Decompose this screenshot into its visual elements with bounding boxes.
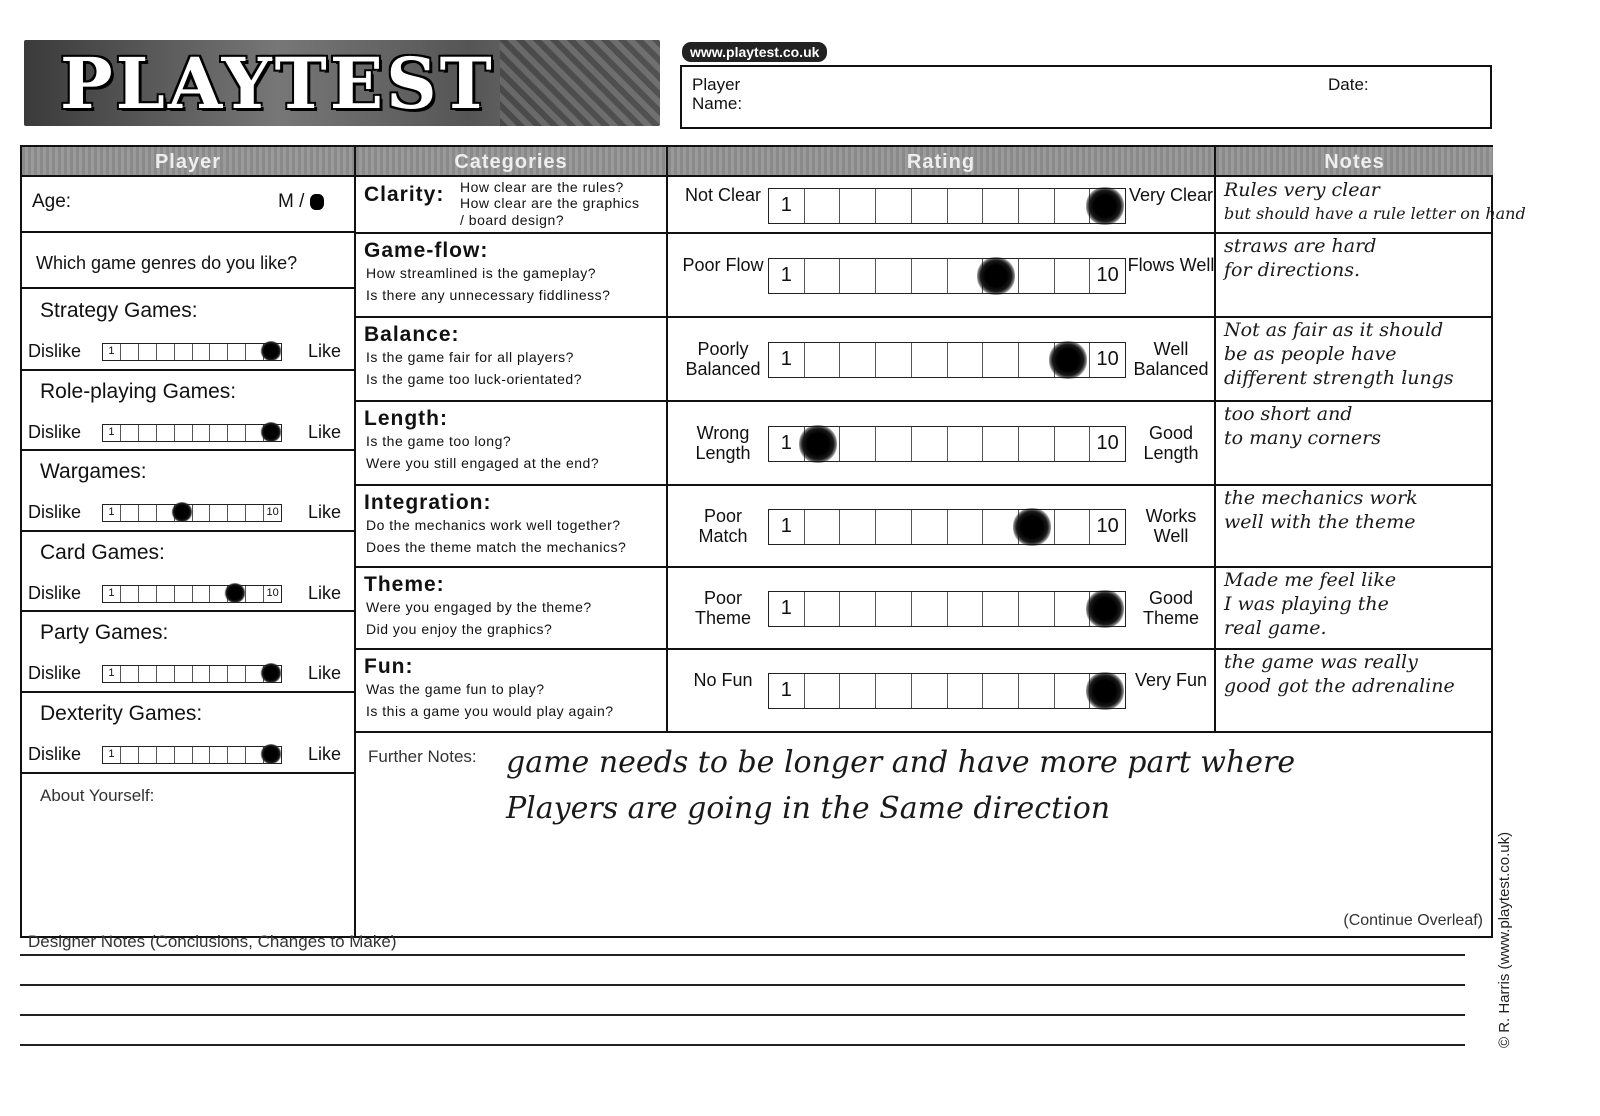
designer-notes-line[interactable] (20, 1044, 1465, 1046)
rating-high-label: Good Length (1143, 423, 1199, 463)
genre-scale-cell[interactable] (157, 666, 175, 682)
rating-scale-cell[interactable] (1019, 427, 1055, 461)
category-notes[interactable] (1218, 487, 1493, 565)
genre-scale-cell[interactable] (246, 505, 264, 521)
rating-high-label: Well Balanced (1133, 339, 1209, 379)
rating-scale[interactable] (768, 188, 1126, 224)
category-row (356, 177, 1526, 233)
rating-scale-cell[interactable]: 1 (769, 189, 805, 223)
category-question: How streamlined is the gameplay? (366, 265, 596, 281)
rating-scale-cell[interactable]: 1 (769, 427, 805, 461)
dislike-label: Dislike (28, 341, 82, 361)
genre-scale-cell[interactable] (121, 505, 139, 521)
rating-mark (260, 744, 282, 764)
genres-question: Which game genres do you like? (36, 253, 298, 273)
note-line: too short and (1224, 403, 1353, 425)
category-name: Integration: (364, 491, 492, 514)
rating-scale-cell[interactable]: 1 (769, 343, 805, 377)
rating-high-label: Works Well (1145, 506, 1197, 546)
genre-scale-cell[interactable] (121, 747, 139, 763)
note-line: different strength lungs (1224, 367, 1454, 389)
feedback-grid (20, 145, 1526, 938)
category-question: Do the mechanics work well together? (366, 517, 621, 533)
genre-scale-cell[interactable] (228, 747, 246, 763)
rating-high-label: Very Fun (1134, 670, 1208, 690)
rating-scale-cell[interactable] (805, 510, 841, 544)
genre-scale-cell[interactable] (121, 344, 139, 360)
genre-scale-cell[interactable] (157, 586, 175, 602)
genre-row (22, 289, 362, 371)
category-notes[interactable] (1218, 403, 1493, 483)
category-question: Were you engaged by the theme? (366, 599, 592, 615)
rating-scale-cell[interactable] (805, 674, 841, 708)
rating-scale-cell[interactable] (1055, 510, 1091, 544)
category-question: Were you still engaged at the end? (366, 455, 600, 471)
category-notes[interactable] (1218, 235, 1493, 315)
rating-scale-cell[interactable] (948, 510, 984, 544)
rating-mark (260, 663, 282, 683)
note-line: Not as fair as it should (1224, 319, 1444, 341)
genre-scale-cell[interactable] (193, 666, 211, 682)
rating-scale[interactable] (768, 673, 1126, 709)
note-line: the game was really (1224, 651, 1418, 673)
rating-scale-cell[interactable] (1019, 259, 1055, 293)
genre-row (22, 531, 362, 613)
note-line: straws are hard (1224, 235, 1377, 257)
column-header-player: Player (22, 147, 354, 177)
genre-scale-cell[interactable] (157, 425, 175, 441)
designer-notes-line[interactable] (20, 954, 1465, 956)
category-notes[interactable] (1218, 569, 1493, 647)
rating-mark (224, 583, 246, 603)
rating-scale-cell[interactable] (912, 427, 948, 461)
rating-scale-cell[interactable] (840, 510, 876, 544)
rating-scale-cell[interactable] (1055, 592, 1091, 626)
genre-scale-cell[interactable] (139, 586, 157, 602)
category-notes[interactable] (1218, 651, 1493, 729)
rating-scale[interactable] (768, 258, 1126, 294)
rating-scale-cell[interactable] (983, 259, 1019, 293)
rating-scale-cell[interactable] (948, 427, 984, 461)
category-question: How clear are the rules? (460, 179, 624, 195)
rating-mark (1086, 590, 1124, 628)
note-line: Rules very clear (1224, 179, 1380, 201)
category-question: Is the game too long? (366, 433, 512, 449)
note-line: good got the adrenaline (1224, 675, 1455, 697)
genre-scale-cell[interactable] (193, 505, 211, 521)
category-question: Was the game fun to play? (366, 681, 545, 697)
genre-scale-cell[interactable] (228, 666, 246, 682)
genre-scale-cell[interactable]: 10 (266, 506, 279, 518)
genre-scale-cell[interactable] (193, 747, 211, 763)
genre-scale-cell[interactable] (175, 344, 193, 360)
rating-low-label: Poor Match (698, 506, 748, 546)
like-label: Like (308, 743, 342, 764)
rating-scale-cell[interactable] (948, 343, 984, 377)
logo-text: PLAYTEST (60, 42, 495, 125)
genre-scale-cell[interactable] (246, 586, 264, 602)
rating-scale-cell[interactable] (948, 674, 984, 708)
like-label: Like (308, 421, 342, 442)
rating-mark (1013, 508, 1051, 546)
note-line: well with the theme (1224, 511, 1416, 533)
category-name: Fun: (364, 655, 414, 678)
genre-scale-cell[interactable]: 10 (266, 586, 279, 599)
rating-low-label: Wrong Length (695, 423, 751, 463)
further-notes-line: game needs to be longer and have more part where (506, 745, 1296, 780)
category-question: / board design? (460, 212, 565, 228)
genre-scale-cell[interactable] (210, 425, 228, 441)
rating-scale-cell[interactable] (805, 427, 841, 461)
genre-row (22, 370, 362, 452)
rating-scale-cell[interactable] (1019, 189, 1055, 223)
designer-notes-label: Designer Notes (Conclusions, Changes to Make) (28, 932, 397, 951)
about-yourself-box[interactable] (22, 774, 354, 938)
rating-scale-cell[interactable]: 1 (769, 259, 805, 293)
genre-scale-cell[interactable]: 1 (103, 747, 121, 763)
genre-rating-scale[interactable] (102, 343, 282, 361)
genre-scale-cell[interactable] (193, 425, 211, 441)
genre-scale-cell[interactable] (139, 344, 157, 360)
rating-scale-cell[interactable] (983, 674, 1019, 708)
rating-low-label: Poorly Balanced (685, 339, 761, 379)
age-label: Age: (32, 191, 72, 212)
player-name-box[interactable] (680, 65, 1492, 129)
genre-scale-cell[interactable] (175, 425, 193, 441)
logo-texture (500, 40, 660, 126)
genre-scale-cell[interactable] (193, 586, 211, 602)
rating-scale-cell[interactable] (983, 189, 1019, 223)
category-row (356, 485, 1493, 567)
genre-scale-cell[interactable] (228, 344, 246, 360)
genre-name: Dexterity Games: (40, 701, 203, 725)
rating-scale-cell[interactable] (912, 592, 948, 626)
note-line: be as people have (1224, 343, 1397, 365)
genre-scale-cell[interactable] (228, 425, 246, 441)
column-header-categories: Categories (356, 147, 666, 177)
like-label: Like (308, 341, 342, 361)
about-label: About Yourself: (40, 786, 155, 805)
genre-scale-cell[interactable] (175, 505, 193, 521)
genre-scale-cell[interactable] (264, 747, 281, 763)
rating-scale-cell[interactable] (876, 592, 912, 626)
rating-scale-cell[interactable] (912, 259, 948, 293)
category-row (356, 233, 1493, 317)
genre-scale-cell[interactable] (264, 666, 281, 682)
genre-row (22, 450, 362, 532)
category-question: Did you enjoy the graphics? (366, 621, 553, 637)
category-row (356, 649, 1493, 731)
dislike-label: Dislike (28, 502, 82, 522)
rating-scale-cell[interactable] (876, 189, 912, 223)
genre-scale-cell[interactable] (139, 505, 157, 521)
genre-scale-cell[interactable] (121, 586, 139, 602)
rating-scale-cell[interactable] (983, 592, 1019, 626)
rating-mark (171, 502, 193, 522)
rating-scale-cell[interactable] (805, 259, 841, 293)
genre-scale-cell[interactable]: 1 (103, 666, 121, 682)
rating-scale-cell[interactable] (1019, 510, 1055, 544)
genre-scale-cell[interactable] (210, 505, 228, 521)
rating-scale-cell[interactable] (983, 343, 1019, 377)
genre-name: Card Games: (40, 540, 165, 564)
note-line: to many corners (1224, 427, 1381, 449)
genre-scale-cell[interactable] (228, 586, 246, 602)
genre-scale-cell[interactable]: 1 (103, 344, 121, 360)
genre-scale-cell[interactable] (139, 425, 157, 441)
rating-scale-cell[interactable] (912, 189, 948, 223)
category-row (356, 567, 1493, 649)
rating-scale-cell[interactable] (840, 674, 876, 708)
column-header-notes: Notes (1216, 147, 1493, 177)
genre-scale-cell[interactable] (157, 747, 175, 763)
category-notes[interactable] (1218, 319, 1493, 399)
like-label: Like (308, 502, 342, 522)
rating-scale-cell[interactable] (805, 343, 841, 377)
rating-scale-cell[interactable] (1055, 189, 1091, 223)
genre-scale-cell[interactable] (264, 344, 281, 360)
rating-high-label: Good Theme (1142, 588, 1200, 628)
rating-scale-cell[interactable] (1090, 592, 1125, 626)
rating-low-label: Not Clear (684, 185, 762, 205)
rating-mark (1086, 187, 1124, 225)
rating-scale[interactable] (768, 426, 1126, 462)
rating-scale-cell[interactable] (876, 343, 912, 377)
genre-scale-cell[interactable] (121, 425, 139, 441)
rating-mark (1086, 672, 1124, 710)
rating-high-label: Very Clear (1128, 185, 1214, 205)
rating-scale[interactable] (768, 342, 1126, 378)
designer-notes-line[interactable] (20, 1014, 1465, 1016)
rating-mark (977, 257, 1015, 295)
rating-mark (1049, 341, 1087, 379)
site-url-badge: www.playtest.co.uk (682, 42, 827, 62)
column-header-rating: Rating (668, 147, 1214, 177)
category-question: How clear are the graphics (460, 195, 640, 211)
category-name: Theme: (364, 573, 445, 596)
rating-scale[interactable] (768, 509, 1126, 545)
copyright-text: © R. Harris (www.playtest.co.uk) (1496, 831, 1513, 1048)
rating-scale-cell[interactable] (805, 592, 841, 626)
rating-scale-cell[interactable] (1055, 427, 1091, 461)
genre-row (22, 692, 362, 774)
category-question: Is the game too luck-orientated? (366, 371, 583, 387)
genre-scale-cell[interactable] (175, 586, 193, 602)
genre-name: Role-playing Games: (40, 379, 237, 403)
category-name: Game-flow: (364, 239, 489, 262)
rating-low-label: Poor Theme (694, 588, 752, 628)
rating-scale-cell[interactable] (1055, 343, 1091, 377)
category-question: Is this a game you would play again? (366, 703, 614, 719)
rating-scale-cell[interactable]: 1 (769, 510, 805, 544)
rating-scale-cell[interactable] (983, 427, 1019, 461)
further-notes-line: Players are going in the Same direction (506, 791, 1111, 826)
category-row (356, 401, 1493, 485)
rating-scale-cell[interactable] (1090, 674, 1125, 708)
genre-rating-scale[interactable] (102, 424, 282, 442)
note-line: I was playing the (1224, 593, 1389, 615)
rating-scale-cell[interactable]: 10 (1096, 264, 1119, 286)
genre-scale-cell[interactable] (139, 666, 157, 682)
further-notes-label: Further Notes: (368, 747, 477, 766)
rating-scale-cell[interactable] (948, 592, 984, 626)
rating-scale-cell[interactable] (912, 674, 948, 708)
note-line: but should have a rule letter on hand (1224, 204, 1526, 223)
genre-scale-cell[interactable] (228, 505, 246, 521)
note-line: Made me feel like (1224, 569, 1397, 591)
genre-scale-cell[interactable] (210, 747, 228, 763)
gender-mark (310, 194, 324, 210)
category-question: Is the game fair for all players? (366, 349, 574, 365)
rating-scale-cell[interactable] (912, 343, 948, 377)
rating-scale-cell[interactable] (876, 510, 912, 544)
rating-scale-cell[interactable] (1019, 592, 1055, 626)
genre-rating-scale[interactable] (102, 504, 282, 522)
like-label: Like (308, 663, 342, 683)
dislike-label: Dislike (28, 582, 82, 603)
rating-scale-cell[interactable]: 10 (1096, 432, 1119, 454)
category-question: Does the theme match the mechanics? (366, 539, 627, 555)
genre-name: Party Games: (40, 621, 169, 644)
rating-scale-cell[interactable] (1090, 189, 1125, 223)
rating-scale-cell[interactable] (840, 343, 876, 377)
rating-scale-cell[interactable] (1055, 259, 1091, 293)
rating-scale-cell[interactable]: 10 (1096, 348, 1119, 370)
gender-text: M / (278, 191, 305, 212)
rating-scale-cell[interactable]: 10 (1096, 515, 1119, 537)
rating-scale-cell[interactable] (805, 189, 841, 223)
rating-scale-cell[interactable] (840, 189, 876, 223)
dislike-label: Dislike (28, 421, 82, 442)
genre-scale-cell[interactable] (210, 344, 228, 360)
genre-scale-cell[interactable] (193, 344, 211, 360)
category-name: Clarity: (364, 183, 445, 206)
rating-low-label: No Fun (693, 670, 753, 690)
designer-notes-line[interactable] (20, 984, 1465, 986)
dislike-label: Dislike (28, 663, 82, 683)
further-notes-box[interactable] (356, 733, 1493, 938)
rating-high-label: Flows Well (1127, 255, 1215, 275)
player-name-label: Player Name: (692, 75, 743, 113)
rating-scale-cell[interactable]: 1 (769, 592, 805, 626)
note-line: the mechanics work (1224, 487, 1418, 509)
genre-rating-scale[interactable] (102, 746, 282, 764)
rating-scale-cell[interactable] (1019, 674, 1055, 708)
rating-scale-cell[interactable] (912, 510, 948, 544)
genre-scale-cell[interactable] (175, 747, 193, 763)
genre-scale-cell[interactable] (210, 666, 228, 682)
dislike-label: Dislike (28, 743, 82, 764)
category-question: Is there any unnecessary fiddliness? (366, 287, 611, 303)
note-line: real game. (1224, 617, 1327, 639)
genre-name: Strategy Games: (40, 299, 198, 322)
genre-scale-cell[interactable] (121, 666, 139, 682)
genre-scale-cell[interactable] (175, 666, 193, 682)
genre-scale-cell[interactable]: 1 (103, 425, 121, 441)
rating-scale-cell[interactable] (840, 427, 876, 461)
rating-low-label: Poor Flow (682, 255, 764, 275)
continue-overleaf: (Continue Overleaf) (1343, 912, 1483, 929)
genre-rating-scale[interactable] (102, 665, 282, 683)
rating-scale-cell[interactable] (876, 259, 912, 293)
genre-rating-scale[interactable] (102, 585, 282, 603)
genre-scale-cell[interactable] (139, 747, 157, 763)
note-line: for directions. (1224, 259, 1360, 281)
rating-mark (799, 425, 837, 463)
rating-scale[interactable] (768, 591, 1126, 627)
genre-scale-cell[interactable] (264, 425, 281, 441)
date-label: Date: (1328, 75, 1369, 94)
rating-scale-cell[interactable] (948, 189, 984, 223)
category-row (356, 317, 1493, 401)
rating-scale-cell[interactable]: 1 (769, 674, 805, 708)
genre-scale-cell[interactable]: 1 (103, 586, 121, 602)
genre-row (22, 611, 362, 693)
like-label: Like (308, 582, 342, 603)
rating-scale-cell[interactable] (876, 674, 912, 708)
rating-mark (260, 341, 282, 361)
rating-scale-cell[interactable] (840, 259, 876, 293)
genre-name: Wargames: (40, 460, 147, 483)
rating-scale-cell[interactable] (876, 427, 912, 461)
genre-scale-cell[interactable] (157, 344, 175, 360)
rating-mark (260, 422, 282, 442)
rating-scale-cell[interactable] (1055, 674, 1091, 708)
genre-scale-cell[interactable]: 1 (103, 505, 121, 521)
category-name: Balance: (364, 323, 460, 346)
category-notes[interactable] (1218, 179, 1526, 231)
gender-label (278, 191, 324, 213)
category-name: Length: (364, 407, 448, 430)
rating-scale-cell[interactable] (840, 592, 876, 626)
playtest-logo (24, 40, 660, 126)
